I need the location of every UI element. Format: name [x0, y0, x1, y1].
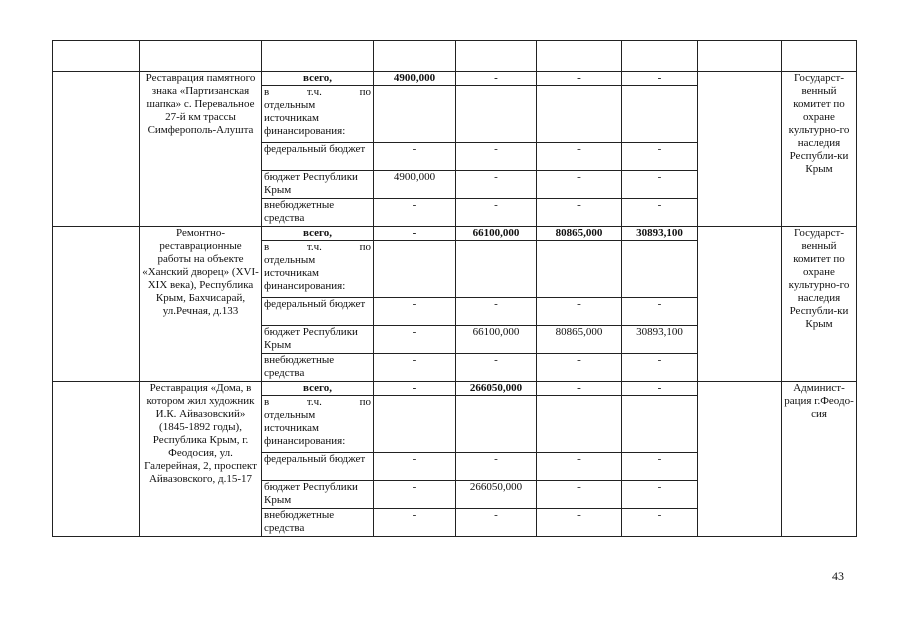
- executor-cell: Государст-венный комитет по охране культурно-го наследия Республи-ки Крым: [782, 72, 857, 227]
- source-text: отдельным источникам финансирования:: [264, 99, 346, 137]
- funding-source-cell: бюджет Республики Крым: [262, 481, 374, 509]
- value-cell: -: [622, 382, 698, 396]
- value-cell: -: [622, 509, 698, 537]
- value-cell: -: [374, 382, 456, 396]
- source-intro-word: по: [359, 86, 371, 98]
- value-cell: -: [537, 171, 622, 199]
- value-cell: [537, 241, 622, 298]
- value-cell: -: [456, 72, 537, 86]
- table-body: [53, 41, 857, 537]
- value-cell: 266050,000: [456, 382, 537, 396]
- value-cell: 4900,000: [374, 72, 456, 86]
- value-cell: -: [456, 354, 537, 382]
- funding-table: [52, 40, 857, 537]
- value-cell: -: [537, 143, 622, 171]
- table-row: [53, 227, 857, 241]
- source-intro-line: [264, 396, 371, 409]
- value-cell: -: [537, 199, 622, 227]
- value-cell: -: [374, 298, 456, 326]
- value-cell: 66100,000: [456, 227, 537, 241]
- funding-source-cell: федеральный бюджет: [262, 453, 374, 481]
- value-cell: -: [622, 199, 698, 227]
- value-cell: 266050,000: [456, 481, 537, 509]
- funding-source-cell: [262, 86, 374, 143]
- funding-source-cell: всего,: [262, 72, 374, 86]
- value-cell: [537, 86, 622, 143]
- value-cell: -: [537, 354, 622, 382]
- value-cell: -: [456, 143, 537, 171]
- value-cell: -: [537, 453, 622, 481]
- table-row: [53, 72, 857, 86]
- value-cell: -: [622, 72, 698, 86]
- empty-cell: [53, 382, 140, 537]
- header-cell: [782, 41, 857, 72]
- value-cell: [622, 241, 698, 298]
- source-intro-line: [264, 86, 371, 99]
- value-cell: -: [374, 354, 456, 382]
- value-cell: [456, 86, 537, 143]
- value-cell: 80865,000: [537, 227, 622, 241]
- value-cell: -: [456, 453, 537, 481]
- value-cell: -: [622, 481, 698, 509]
- funding-source-cell: внебюджетные средства: [262, 509, 374, 537]
- value-cell: -: [622, 171, 698, 199]
- value-cell: [537, 396, 622, 453]
- funding-source-cell: внебюджетные средства: [262, 354, 374, 382]
- table-row: [53, 382, 857, 396]
- value-cell: -: [374, 199, 456, 227]
- header-cell: [374, 41, 456, 72]
- value-cell: [374, 241, 456, 298]
- value-cell: -: [374, 227, 456, 241]
- value-cell: -: [374, 453, 456, 481]
- value-cell: -: [374, 326, 456, 354]
- value-cell: 30893,100: [622, 326, 698, 354]
- empty-cell: [698, 72, 782, 227]
- header-cell: [262, 41, 374, 72]
- empty-cell: [53, 227, 140, 382]
- page-number: 43: [832, 569, 844, 583]
- source-intro-word: по: [359, 241, 371, 253]
- executor-cell: Государст-венный комитет по охране культурно-го наследия Республи-ки Крым: [782, 227, 857, 382]
- object-name-cell: Ремонтно-реставрационные работы на объекте «Ханский дворец» (XVI-XIX века), Республика Крым, Бахчисарай, ул.Речная, д.133: [140, 227, 262, 382]
- source-text: отдельным источникам финансирования:: [264, 254, 346, 292]
- header-row: [53, 41, 857, 72]
- value-cell: [374, 396, 456, 453]
- funding-source-cell: федеральный бюджет: [262, 143, 374, 171]
- object-name-cell: Реставрация памятного знака «Партизанская шапка» с. Перевальное 27-й км трассы Симферополь-Алушта: [140, 72, 262, 227]
- funding-source-cell: бюджет Республики Крым: [262, 326, 374, 354]
- funding-source-cell: федеральный бюджет: [262, 298, 374, 326]
- value-cell: -: [456, 171, 537, 199]
- source-intro-line: [264, 241, 371, 254]
- value-cell: -: [456, 199, 537, 227]
- value-cell: [374, 86, 456, 143]
- value-cell: -: [622, 298, 698, 326]
- value-cell: -: [622, 354, 698, 382]
- value-cell: -: [622, 453, 698, 481]
- value-cell: -: [537, 382, 622, 396]
- source-intro-word: т.ч.: [306, 241, 322, 253]
- funding-source-cell: [262, 396, 374, 453]
- source-text: отдельным источникам финансирования:: [264, 409, 346, 447]
- source-intro-word: т.ч.: [306, 396, 322, 408]
- empty-cell: [698, 382, 782, 537]
- value-cell: -: [537, 298, 622, 326]
- funding-source-cell: всего,: [262, 227, 374, 241]
- object-name-cell: Реставрация «Дома, в котором жил художник И.К. Айвазовский» (1845-1892 годы), Республика Крым, г. Феодосия, ул. Галерейная, 2, проспект Айвазовского, д.15-17: [140, 382, 262, 537]
- value-cell: -: [374, 481, 456, 509]
- value-cell: 80865,000: [537, 326, 622, 354]
- value-cell: [456, 241, 537, 298]
- value-cell: [456, 396, 537, 453]
- value-cell: -: [537, 72, 622, 86]
- header-cell: [53, 41, 140, 72]
- value-cell: [622, 396, 698, 453]
- empty-cell: [698, 227, 782, 382]
- value-cell: 30893,100: [622, 227, 698, 241]
- executor-cell: Админист-рация г.Феодо-сия: [782, 382, 857, 537]
- header-cell: [537, 41, 622, 72]
- source-intro-word: в: [264, 86, 270, 98]
- value-cell: [622, 86, 698, 143]
- value-cell: -: [537, 509, 622, 537]
- value-cell: -: [374, 143, 456, 171]
- header-cell: [140, 41, 262, 72]
- source-intro-word: в: [264, 241, 270, 253]
- value-cell: -: [374, 509, 456, 537]
- source-intro-word: в: [264, 396, 270, 408]
- funding-source-cell: внебюджетные средства: [262, 199, 374, 227]
- value-cell: -: [456, 298, 537, 326]
- value-cell: 66100,000: [456, 326, 537, 354]
- funding-source-cell: бюджет Республики Крым: [262, 171, 374, 199]
- value-cell: -: [537, 481, 622, 509]
- header-cell: [622, 41, 698, 72]
- value-cell: -: [456, 509, 537, 537]
- value-cell: 4900,000: [374, 171, 456, 199]
- source-intro-word: т.ч.: [306, 86, 322, 98]
- header-cell: [698, 41, 782, 72]
- source-intro-word: по: [359, 396, 371, 408]
- header-cell: [456, 41, 537, 72]
- funding-source-cell: всего,: [262, 382, 374, 396]
- funding-source-cell: [262, 241, 374, 298]
- value-cell: -: [622, 143, 698, 171]
- empty-cell: [53, 72, 140, 227]
